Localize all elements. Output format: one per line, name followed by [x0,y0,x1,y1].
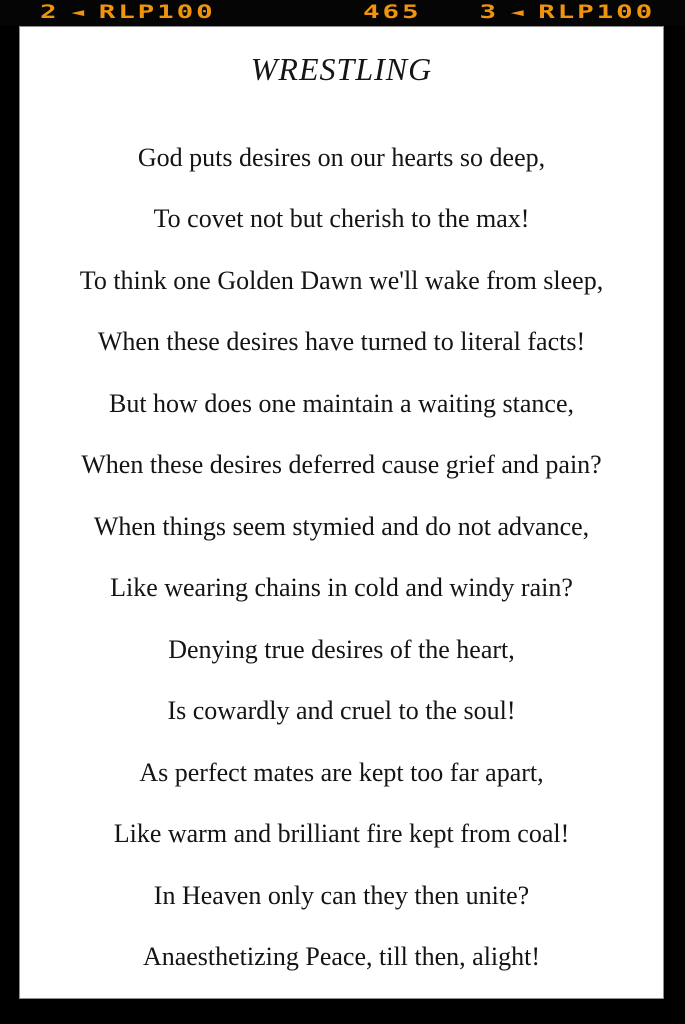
document-page [19,26,664,999]
poem-line: Anaesthetizing Peace, till then, alight! [142,942,541,972]
poem-line: But how does one maintain a waiting stance, [108,388,574,418]
poem-line: When these desires have turned to literal facts! [97,327,586,357]
poem-line: Is cowardly and cruel to the soul! [167,696,516,726]
next-page-number: 3 [479,1,499,23]
poem-line: Denying true desires of the heart, [168,634,515,664]
poem-line: God puts desires on our hearts so deep, [137,142,546,172]
poem-line: When things seem stymied and do not advance, [93,511,590,541]
prev-page-number: 2 [40,1,60,23]
prev-book-code: RLP100 [98,1,216,23]
header-bar [0,0,685,26]
poem-line: To covet not but cherish to the max! [153,204,530,234]
poem-line: When these desires deferred cause grief and pain? [81,450,602,480]
left-arrow-icon: ◄ [510,3,527,21]
poem-body [20,127,663,988]
poem-line: As perfect mates are kept too far apart, [139,757,544,787]
next-page-nav[interactable] [479,1,655,23]
page-location-indicator [363,1,421,23]
poem-line: Like warm and brilliant fire kept from coal! [113,819,570,849]
poem-line: To think one Golden Dawn we'll wake from sleep, [79,265,604,295]
poem-line: Like wearing chains in cold and windy rain? [110,573,573,603]
next-book-code: RLP100 [538,1,655,23]
prev-page-nav[interactable] [40,1,216,23]
left-arrow-icon: ◄ [71,3,88,21]
location-value: 465 [363,1,422,23]
poem-line: In Heaven only can they then unite? [153,880,530,910]
poem-title: WRESTLING [250,51,433,87]
